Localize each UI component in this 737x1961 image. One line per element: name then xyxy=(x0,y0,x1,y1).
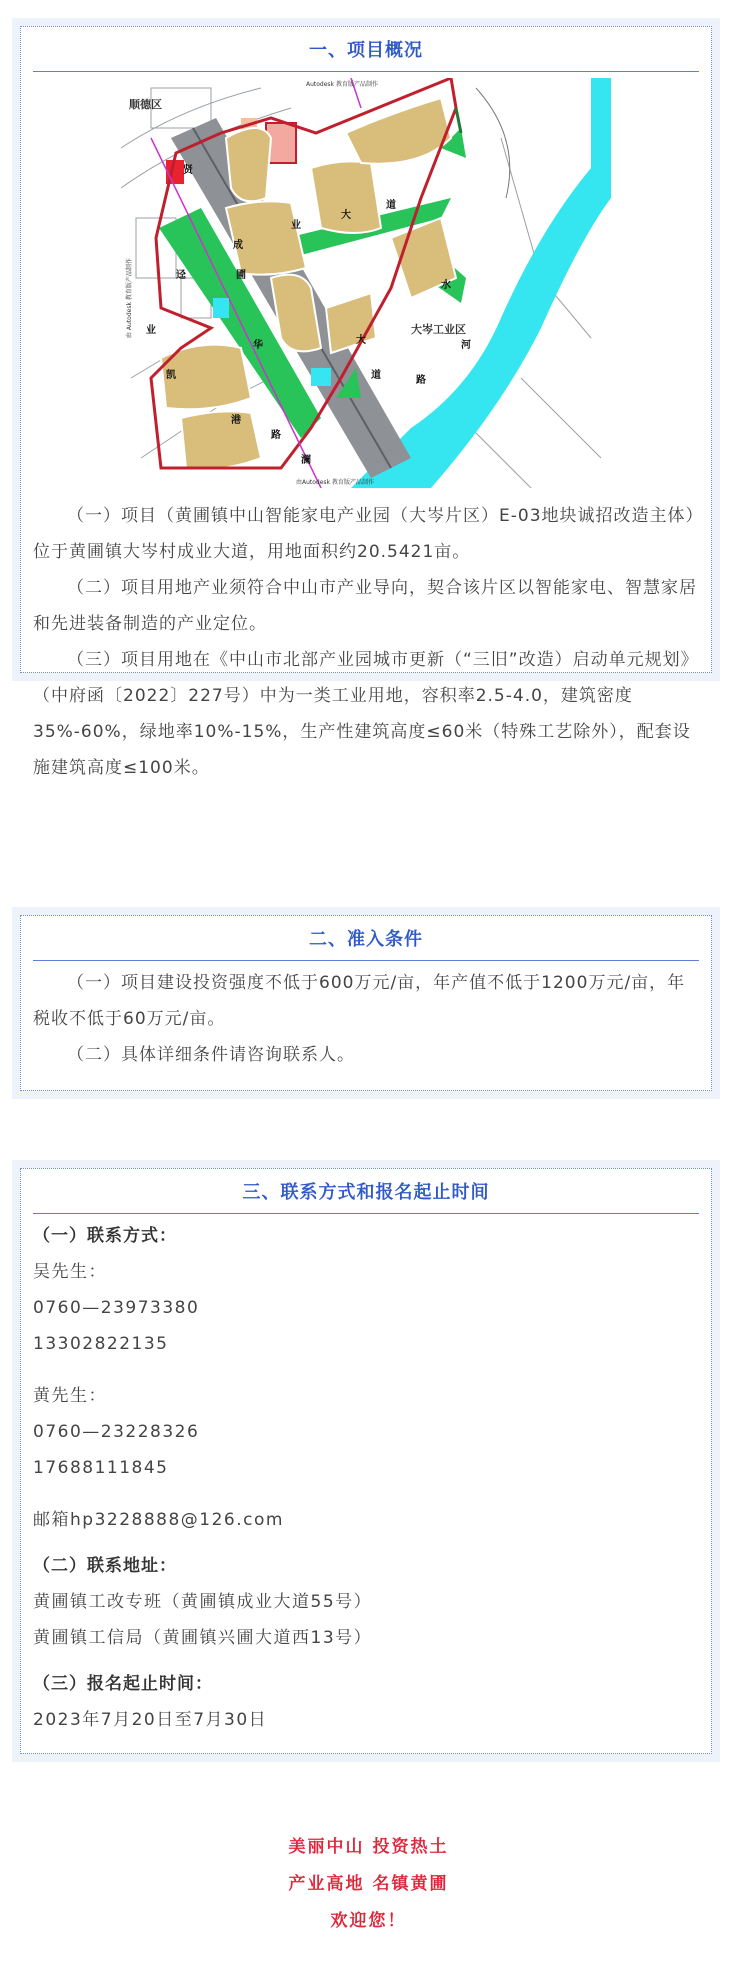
contact-address: 黄圃镇工信局（黄圃镇兴圃大道西13号） xyxy=(33,1628,373,1648)
contact-phone[interactable]: 0760—23228326 xyxy=(33,1422,200,1442)
map-road-char: 华 xyxy=(253,340,263,351)
contact-address-heading: （二）联系地址： xyxy=(33,1556,177,1576)
slogan-line-2: 产业高地 名镇黄圃 xyxy=(288,1874,449,1894)
section-title: 二、准入条件 xyxy=(33,924,699,961)
contact-frame xyxy=(20,1168,712,1754)
overview-paragraph: （三）项目用地在《中山市北部产业园城市更新（“三旧”改造）启动单元规划》（中府函〔2022〕227号）中为一类工业用地，容积率2.5-4.0，建筑密度35%-60%，绿地率10%-15%，生产性建筑高度≤60米（特殊工艺除外），配套设施建筑高度≤100米。 xyxy=(33,650,699,778)
registration-time-value: 2023年7月20日至7月30日 xyxy=(33,1710,268,1730)
contact-email[interactable]: 邮箱hp3228888@126.com xyxy=(33,1510,284,1530)
map-road-char: 业 xyxy=(146,325,156,336)
map-label-dacen: 大岑工业区 xyxy=(411,323,466,336)
contact-phone[interactable]: 0760—23973380 xyxy=(33,1298,200,1318)
contact-methods-heading: （一）联系方式： xyxy=(33,1226,177,1246)
section-title: 三、联系方式和报名起止时间 xyxy=(33,1177,699,1214)
overview-paragraph: （一）项目（黄圃镇中山智能家电产业园（大岑片区）E-03地块诚招改造主体）位于黄圃镇大岑村成业大道，用地面积约20.5421亩。 xyxy=(33,506,696,562)
project-overview-frame xyxy=(20,26,712,778)
map-road-char: 河 xyxy=(461,340,471,351)
map-road-char: 道 xyxy=(386,200,396,211)
slogan-line-3: 欢迎您！ xyxy=(330,1911,407,1931)
registration-time-heading: （三）报名起止时间： xyxy=(33,1674,213,1694)
contact-mobile[interactable]: 13302822135 xyxy=(33,1334,169,1354)
slogan-line-1: 美丽中山 投资热土 xyxy=(288,1837,449,1857)
map-road-char: 路 xyxy=(416,375,426,386)
contact-name: 吴先生： xyxy=(33,1262,107,1282)
overview-paragraph: （二）项目用地产业须符合中山市产业导向，契合该片区以智能家电、智慧家居和先进装备制造的产业定位。 xyxy=(33,578,697,634)
map-road-char: 业 xyxy=(291,220,301,231)
admission-paragraph: （二）具体详细条件请咨询联系人。 xyxy=(67,1045,355,1065)
admission-frame xyxy=(20,915,712,1091)
contact-name: 黄先生： xyxy=(33,1386,107,1406)
map-road-char: 迳 xyxy=(176,270,186,281)
map-bottom-banner: 由Autodesk 教育版产品制作 xyxy=(296,479,374,486)
contact-mobile[interactable]: 17688111845 xyxy=(33,1458,169,1478)
section-title: 一、项目概况 xyxy=(33,35,699,72)
site-plan-svg xyxy=(121,78,611,488)
contact-address: 黄圃镇工改专班（黄圃镇成业大道55号） xyxy=(33,1592,373,1612)
map-road-char: 圃 xyxy=(236,270,246,281)
project-overview-card xyxy=(12,18,720,778)
admission-paragraph: （一）项目建设投资强度不低于600万元/亩，年产值不低于1200万元/亩，年税收不低于60万元/亩。 xyxy=(33,973,686,1029)
contact-card xyxy=(12,1160,720,1762)
site-plan-map xyxy=(121,78,611,488)
map-road-char: 路 xyxy=(271,430,281,441)
map-road-char: 水 xyxy=(441,280,451,291)
map-road-char: 道 xyxy=(371,370,381,381)
map-road-char: 大 xyxy=(356,335,366,346)
map-road-char: 大 xyxy=(341,210,351,221)
map-label-shunde: 顺德区 xyxy=(129,98,162,111)
map-side-banner: 由 Autodesk 教育版产品制作 xyxy=(126,258,133,338)
map-road-char: 贤 xyxy=(183,165,193,176)
map-road-char: 成 xyxy=(233,240,243,251)
admission-card xyxy=(12,907,720,1099)
map-road-char: 澜 xyxy=(301,455,311,466)
overview-paragraphs xyxy=(33,498,699,786)
map-top-banner: Autodesk 教育版产品制作 xyxy=(306,81,378,88)
map-road-char: 港 xyxy=(231,415,241,426)
map-road-char: 凯 xyxy=(166,370,176,381)
